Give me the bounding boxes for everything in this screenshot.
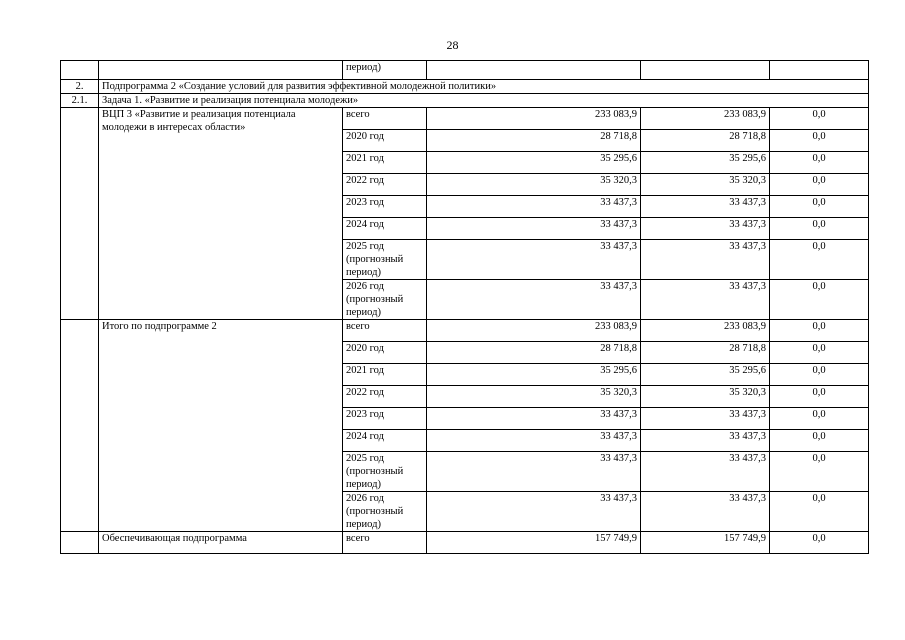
- total-cell: 35 320,3: [427, 174, 641, 196]
- period-cell: 2025 год (прогнозный период): [343, 240, 427, 280]
- regional-cell: 33 437,3: [641, 280, 770, 320]
- regional-cell: 33 437,3: [641, 430, 770, 452]
- regional-cell: 157 749,9: [641, 532, 770, 554]
- regional-cell: 33 437,3: [641, 408, 770, 430]
- total-cell: 233 083,9: [427, 320, 641, 342]
- regional-cell: 233 083,9: [641, 320, 770, 342]
- table-row-continuation: [61, 61, 869, 80]
- regional-cell: 28 718,8: [641, 130, 770, 152]
- task-index: 2.1.: [61, 94, 99, 108]
- budget-table-body: [61, 61, 869, 554]
- total-cell: 233 083,9: [427, 108, 641, 130]
- period-cell: всего: [343, 320, 427, 342]
- regional-cell: [641, 61, 770, 80]
- vcp-block-name: ВЦП 3 «Развитие и реализация потенциала молодежи в интересах области»: [99, 108, 343, 320]
- period-cell: 2022 год: [343, 386, 427, 408]
- table-row: [61, 108, 869, 130]
- period-cell: 2020 год: [343, 342, 427, 364]
- support-subprogram-block-index: [61, 532, 99, 554]
- other-cell: 0,0: [770, 492, 869, 532]
- other-cell: 0,0: [770, 174, 869, 196]
- other-cell: 0,0: [770, 532, 869, 554]
- subprogram-title: Подпрограмма 2 «Создание условий для развития эффективной молодежной политики»: [99, 80, 869, 94]
- other-cell: 0,0: [770, 280, 869, 320]
- other-cell: 0,0: [770, 240, 869, 280]
- period-cell: период): [343, 61, 427, 80]
- support-subprogram-block-name: Обеспечивающая подпрограмма: [99, 532, 343, 554]
- total-cell: 33 437,3: [427, 196, 641, 218]
- table-row: [61, 532, 869, 554]
- total-cell: 33 437,3: [427, 218, 641, 240]
- total-cell: 33 437,3: [427, 408, 641, 430]
- subprogram-total-block-index: [61, 320, 99, 532]
- other-cell: 0,0: [770, 152, 869, 174]
- total-cell: 28 718,8: [427, 130, 641, 152]
- total-cell: 33 437,3: [427, 240, 641, 280]
- vcp-block-index: [61, 108, 99, 320]
- table-row-subprogram: [61, 80, 869, 94]
- total-cell: 35 295,6: [427, 152, 641, 174]
- subprogram-total-block-name: Итого по подпрограмме 2: [99, 320, 343, 532]
- regional-cell: 33 437,3: [641, 218, 770, 240]
- period-cell: всего: [343, 532, 427, 554]
- total-cell: 35 320,3: [427, 386, 641, 408]
- period-cell: 2024 год: [343, 218, 427, 240]
- total-cell: 35 295,6: [427, 364, 641, 386]
- index-cell: [61, 61, 99, 80]
- other-cell: 0,0: [770, 452, 869, 492]
- other-cell: 0,0: [770, 408, 869, 430]
- subprogram-index: 2.: [61, 80, 99, 94]
- regional-cell: 33 437,3: [641, 196, 770, 218]
- other-cell: [770, 61, 869, 80]
- period-cell: 2022 год: [343, 174, 427, 196]
- total-cell: 33 437,3: [427, 430, 641, 452]
- period-cell: 2023 год: [343, 196, 427, 218]
- regional-cell: 35 295,6: [641, 364, 770, 386]
- other-cell: 0,0: [770, 430, 869, 452]
- period-cell: 2026 год (прогнозный период): [343, 280, 427, 320]
- table-row: [61, 320, 869, 342]
- total-cell: 33 437,3: [427, 280, 641, 320]
- total-cell: 157 749,9: [427, 532, 641, 554]
- regional-cell: 35 295,6: [641, 152, 770, 174]
- period-cell: 2021 год: [343, 364, 427, 386]
- name-cell: [99, 61, 343, 80]
- regional-cell: 33 437,3: [641, 240, 770, 280]
- other-cell: 0,0: [770, 320, 869, 342]
- total-cell: 28 718,8: [427, 342, 641, 364]
- regional-cell: 233 083,9: [641, 108, 770, 130]
- budget-table: [60, 60, 869, 554]
- total-cell: 33 437,3: [427, 492, 641, 532]
- page-number: 28: [446, 38, 459, 52]
- period-cell: 2021 год: [343, 152, 427, 174]
- other-cell: 0,0: [770, 364, 869, 386]
- table-row-task: [61, 94, 869, 108]
- other-cell: 0,0: [770, 108, 869, 130]
- regional-cell: 35 320,3: [641, 174, 770, 196]
- regional-cell: 33 437,3: [641, 492, 770, 532]
- total-cell: 33 437,3: [427, 452, 641, 492]
- period-cell: 2024 год: [343, 430, 427, 452]
- other-cell: 0,0: [770, 130, 869, 152]
- other-cell: 0,0: [770, 342, 869, 364]
- period-cell: всего: [343, 108, 427, 130]
- other-cell: 0,0: [770, 196, 869, 218]
- regional-cell: 35 320,3: [641, 386, 770, 408]
- period-cell: 2023 год: [343, 408, 427, 430]
- task-title: Задача 1. «Развитие и реализация потенциала молодежи»: [99, 94, 869, 108]
- total-cell: [427, 61, 641, 80]
- regional-cell: 28 718,8: [641, 342, 770, 364]
- other-cell: 0,0: [770, 386, 869, 408]
- period-cell: 2025 год (прогнозный период): [343, 452, 427, 492]
- other-cell: 0,0: [770, 218, 869, 240]
- regional-cell: 33 437,3: [641, 452, 770, 492]
- period-cell: 2020 год: [343, 130, 427, 152]
- period-cell: 2026 год (прогнозный период): [343, 492, 427, 532]
